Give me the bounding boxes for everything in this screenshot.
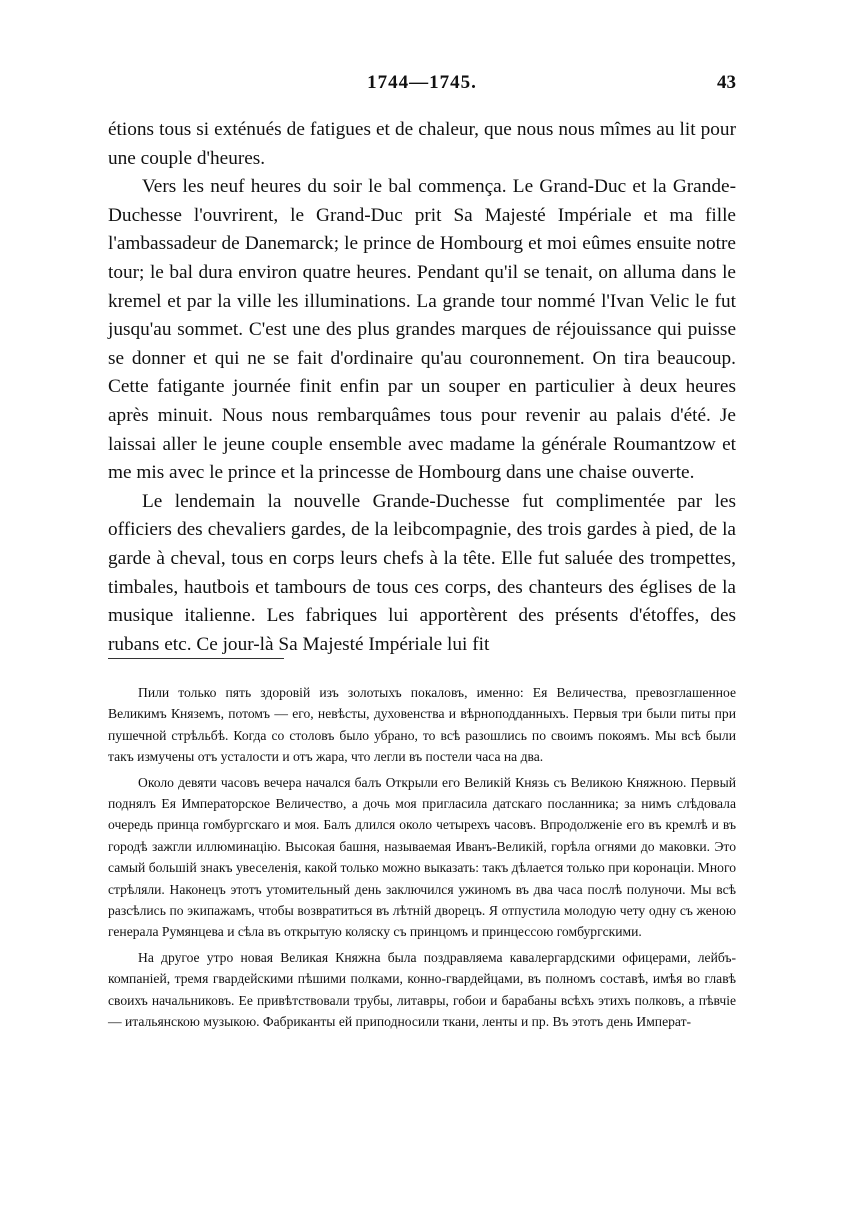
main-text (108, 116, 736, 659)
main-paragraph-3: Le lendemain la nouvelle Grande-Duchesse fut complimentée par les officiers des chevaliers gardes, de la leibcompagnie, des trois gardes à pied, de la garde à cheval, tous en corps leurs chefs à la tête. Elle fut saluée des trompettes, timbales, hautbois et tambours de tous ces corps, des chanteurs des églises de la musique italienne. Les fabriques lui apportèrent des présents d'étoffes, des rubans etc. Ce jour-là Sa Majesté Impériale lui fit (108, 490, 736, 655)
running-title: 1744—1745. (367, 72, 477, 93)
footnote-paragraph-3: На другое утро новая Великая Княжна была поздравляема кавалергардскими офицерами, лейбъ-компаніей, тремя гвардейскими пѣшими полками, конно-гвардейцами, въ полномъ составѣ, имѣя во главѣ своихъ начальниковъ. Ее привѣтствовали трубы, литавры, гобои и барабаны всѣхъ этихъ полковъ, а пѣвчіе — итальянскою музыкою. Фабриканты ей приподносили ткани, ленты и пр. Въ этотъ день Императ- (108, 949, 736, 1030)
main-paragraph-2: Vers les neuf heures du soir le bal commença. Le Grand-Duc et la Grande-Duchesse l'ouvrirent, le Grand-Duc prit Sa Majesté Impériale et ma fille l'ambassadeur de Danemarck; le prince de Hombourg et moi eûmes ensuite notre tour; le bal dura environ quatre heures. Pendant qu'il se tenait, on alluma dans le kremel et par la ville les illuminations. La grande tour nommé l'Ivan Velic le fut jusqu'au sommet. C'est une des plus grandes marques de réjouissance qui puisse se donner et qui ne se fait d'ordinaire qu'au couronnement. On tira beaucoup. Cette fatigante journée finit enfin par un souper en particulier à deux heures après minuit. Nous nous rembarquâmes tous pour revenir au palais d'été. Je laissai aller le jeune couple ensemble avec madame la générale Roumantzow et me mis avec le prince et la princesse de Hombourg dans une chaise ouverte. (108, 176, 736, 484)
page-header (108, 72, 736, 102)
footnote-paragraph-2: Около девяти часовъ вечера начался балъ Открыли его Великій Князь съ Великою Княжною. Первый поднялъ Ея Императорское Величество, а дочь моя пригласила датскаго посланника; за нимъ слѣдовала очередь принца гомбургскаго и моя. Балъ длился около четырехъ часовъ. Впродолженіе его въ кремлѣ и въ городѣ зажгли иллюминацію. Высокая башня, называемая Иванъ-Великій, горѣла огнями до маковки. Это самый большій знакъ увеселенія, какой только можно выказать: такъ дѣлается только при коронаціи. Много стрѣляли. Наконецъ этотъ утомительный день заключился ужиномъ въ два часа послѣ полуночи. Мы всѣ разсѣлись по экипажамъ, чтобы возвратиться въ лѣтній дворецъ. Я отпустила молодую чету одну съ женою генерала Румянцева и сѣла въ открытую коляску съ принцомъ и принцессою гомбургскими. (108, 774, 736, 940)
footnote-paragraph-1: Пили только пять здоровій изъ золотыхъ покаловъ, именно: Ея Величества, превозглашенное Великимъ Княземъ, потомъ — его, невѣсты, духовенства и вѣрноподданныхъ. Первыя три были питы при пушечной стрѣльбѣ. Когда со столовъ было убрано, то всѣ разошлись по своимъ покоямъ. Мы всѣ были такъ измучены отъ усталости и отъ жара, что легли въ постели часа на два. (108, 685, 736, 765)
main-paragraph-1: étions tous si exténués de fatigues et de chaleur, que nous nous mîmes au lit pour une couple d'heures. (108, 119, 736, 169)
footnote-divider (108, 658, 284, 659)
page-number: 43 (717, 72, 736, 93)
footnote-translation (108, 682, 736, 1037)
